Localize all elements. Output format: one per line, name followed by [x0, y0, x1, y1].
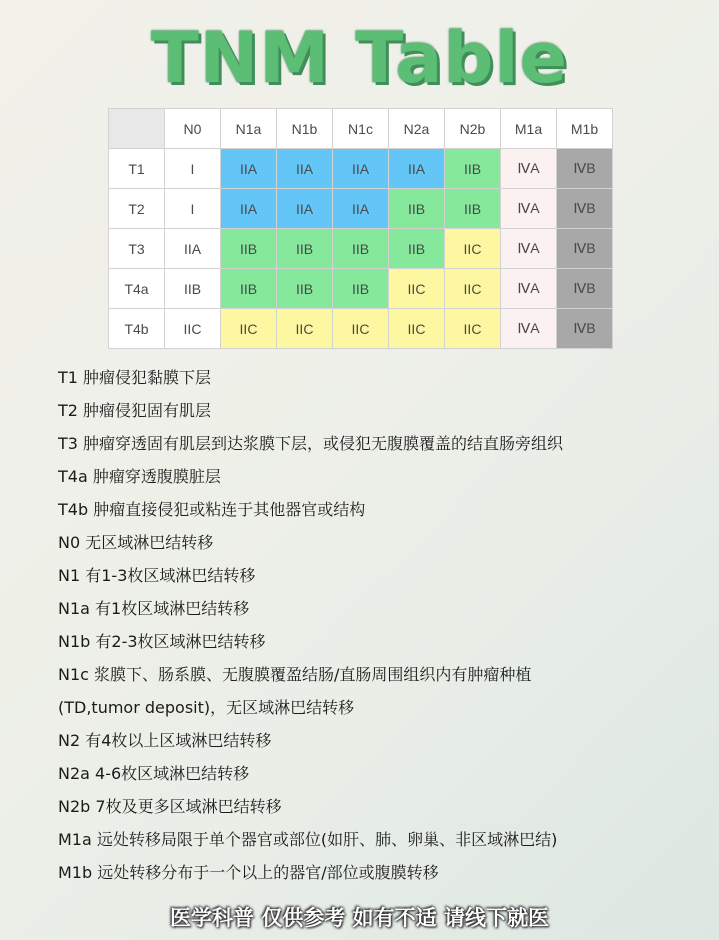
definition-item: N2b 7枚及更多区域淋巴结转移 — [58, 797, 282, 816]
row-header: T2 — [109, 189, 165, 229]
definition-item: N2 有4枚以上区域淋巴结转移 — [58, 731, 272, 750]
stage-cell: IIC — [389, 269, 445, 309]
table-row — [109, 269, 613, 309]
column-header: N1b — [277, 109, 333, 149]
definition-item: T4b 肿瘤直接侵犯或粘连于其他器官或结构 — [58, 500, 366, 519]
column-header: N2a — [389, 109, 445, 149]
definition-item: (TD,tumor deposit)，无区域淋巴结转移 — [58, 698, 355, 717]
table-header-row — [109, 109, 613, 149]
stage-cell: ⅣB — [557, 149, 613, 189]
definition-item: T1 肿瘤侵犯黏膜下层 — [58, 368, 212, 387]
definition-item: T2 肿瘤侵犯固有肌层 — [58, 401, 212, 420]
stage-cell: IIB — [333, 229, 389, 269]
stage-cell: ⅣA — [501, 229, 557, 269]
column-header — [109, 109, 165, 149]
stage-cell: IIB — [389, 229, 445, 269]
table-row — [109, 309, 613, 349]
tnm-table — [108, 108, 613, 349]
row-header: T3 — [109, 229, 165, 269]
stage-cell: IIC — [221, 309, 277, 349]
row-header: T4b — [109, 309, 165, 349]
stage-cell: ⅣA — [501, 309, 557, 349]
stage-cell: IIC — [445, 269, 501, 309]
row-header: T1 — [109, 149, 165, 189]
stage-cell: IIC — [333, 309, 389, 349]
stage-cell: ⅣB — [557, 309, 613, 349]
stage-cell: IIA — [277, 189, 333, 229]
stage-cell: IIA — [389, 149, 445, 189]
definition-item: T3 肿瘤穿透固有肌层到达浆膜下层，或侵犯无腹膜覆盖的结直肠旁组织 — [58, 434, 564, 453]
stage-cell: ⅣB — [557, 189, 613, 229]
page-title: TNM Table — [151, 17, 568, 99]
column-header: N1c — [333, 109, 389, 149]
stage-cell: ⅣB — [557, 269, 613, 309]
column-header: N2b — [445, 109, 501, 149]
definition-item: M1b 远处转移分布于一个以上的器官/部位或腹膜转移 — [58, 863, 439, 882]
stage-cell: IIB — [221, 229, 277, 269]
table-row — [109, 229, 613, 269]
column-header: M1b — [557, 109, 613, 149]
stage-cell: I — [165, 149, 221, 189]
stage-cell: IIA — [333, 149, 389, 189]
stage-cell: IIB — [445, 189, 501, 229]
table-row — [109, 149, 613, 189]
stage-cell: IIC — [165, 309, 221, 349]
stage-cell: IIA — [165, 229, 221, 269]
stage-cell: ⅣB — [557, 229, 613, 269]
stage-cell: IIC — [389, 309, 445, 349]
stage-cell: IIA — [221, 189, 277, 229]
stage-cell: IIB — [165, 269, 221, 309]
row-header: T4a — [109, 269, 165, 309]
stage-cell: IIA — [277, 149, 333, 189]
definition-item: N1b 有2-3枚区域淋巴结转移 — [58, 632, 266, 651]
stage-cell: IIC — [445, 309, 501, 349]
stage-cell: I — [165, 189, 221, 229]
definition-item: N1 有1-3枚区域淋巴结转移 — [58, 566, 256, 585]
stage-cell: IIB — [277, 229, 333, 269]
stage-cell: IIB — [389, 189, 445, 229]
stage-cell: IIB — [445, 149, 501, 189]
definition-item: N0 无区域淋巴结转移 — [58, 533, 214, 552]
definitions-list — [58, 361, 563, 889]
disclaimer-footer: 医学科普 仅供参考 如有不适 请线下就医 — [170, 906, 549, 930]
stage-cell: IIB — [333, 269, 389, 309]
definition-item: N2a 4-6枚区域淋巴结转移 — [58, 764, 250, 783]
stage-cell: IIC — [445, 229, 501, 269]
definition-item: N1a 有1枚区域淋巴结转移 — [58, 599, 250, 618]
definition-item: M1a 远处转移局限于单个器官或部位(如肝、肺、卵巢、非区域淋巴结) — [58, 830, 558, 849]
stage-cell: IIC — [277, 309, 333, 349]
stage-cell: ⅣA — [501, 149, 557, 189]
stage-cell: IIB — [277, 269, 333, 309]
stage-cell: ⅣA — [501, 189, 557, 229]
column-header: M1a — [501, 109, 557, 149]
stage-cell: IIA — [221, 149, 277, 189]
column-header: N1a — [221, 109, 277, 149]
table-row — [109, 189, 613, 229]
stage-cell: ⅣA — [501, 269, 557, 309]
stage-cell: IIA — [333, 189, 389, 229]
definition-item: N1c 浆膜下、肠系膜、无腹膜覆盈结肠/直肠周围组织内有肿瘤种植 — [58, 665, 532, 684]
stage-cell: IIB — [221, 269, 277, 309]
column-header: N0 — [165, 109, 221, 149]
definition-item: T4a 肿瘤穿透腹膜脏层 — [58, 467, 221, 486]
